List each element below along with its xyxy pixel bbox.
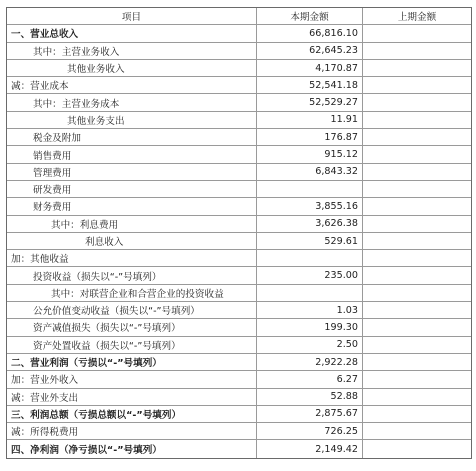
row-label: 加：营业外收入	[7, 371, 257, 387]
row-previous-amount	[363, 371, 471, 387]
row-previous-amount	[363, 285, 471, 301]
row-current-amount	[257, 181, 363, 197]
row-current-amount	[257, 285, 363, 301]
row-previous-amount	[363, 267, 471, 283]
row-previous-amount	[363, 164, 471, 180]
row-current-amount: 62,645.23	[257, 43, 363, 59]
table-row	[7, 354, 471, 371]
row-label: 研发费用	[7, 181, 257, 197]
row-previous-amount	[363, 77, 471, 93]
row-previous-amount	[363, 302, 471, 318]
row-label: 减：营业成本	[7, 77, 257, 93]
row-current-amount: 2.50	[257, 337, 363, 353]
row-current-amount: 3,855.16	[257, 198, 363, 214]
row-previous-amount	[363, 337, 471, 353]
row-label: 三、利润总额（亏损总额以“-”号填列）	[7, 406, 257, 422]
row-current-amount: 199.30	[257, 319, 363, 335]
table-row	[7, 164, 471, 181]
row-label: 二、营业利润（亏损以“-”号填列）	[7, 354, 257, 370]
table-row	[7, 302, 471, 319]
header-previous-period: 上期金额	[397, 12, 437, 24]
row-previous-amount	[363, 25, 471, 41]
table-row	[7, 319, 471, 336]
row-label: 加：其他收益	[7, 250, 257, 266]
row-current-amount: 52,541.18	[257, 77, 363, 93]
row-label: 资产减值损失（损失以“-”号填列）	[7, 319, 257, 335]
table-row	[7, 250, 471, 267]
row-current-amount: 52,529.27	[257, 94, 363, 110]
row-label: 减：所得税费用	[7, 423, 257, 439]
row-current-amount: 915.12	[257, 146, 363, 162]
row-label: 其他业务支出	[7, 112, 257, 128]
row-previous-amount	[363, 216, 471, 232]
row-previous-amount	[363, 440, 471, 457]
row-current-amount: 66,816.10	[257, 25, 363, 41]
table-row	[7, 371, 471, 388]
row-current-amount	[257, 250, 363, 266]
row-current-amount: 4,170.87	[257, 60, 363, 76]
table-row	[7, 94, 471, 111]
row-previous-amount	[363, 146, 471, 162]
table-row	[7, 423, 471, 440]
row-label: 其中：主营业务成本	[7, 94, 257, 110]
row-previous-amount	[363, 43, 471, 59]
table-row	[7, 43, 471, 60]
row-previous-amount	[363, 319, 471, 335]
row-label: 其中：对联营企业和合营企业的投资收益	[7, 285, 257, 301]
table-row	[7, 440, 471, 457]
row-current-amount: 1.03	[257, 302, 363, 318]
table-row	[7, 181, 471, 198]
table-row	[7, 233, 471, 250]
row-current-amount: 235.00	[257, 267, 363, 283]
table-row	[7, 198, 471, 215]
row-label: 财务费用	[7, 198, 257, 214]
table-row	[7, 406, 471, 423]
header-item: 项目	[7, 8, 257, 24]
row-current-amount: 6.27	[257, 371, 363, 387]
row-current-amount: 11.91	[257, 112, 363, 128]
row-previous-amount	[363, 198, 471, 214]
row-label: 投资收益（损失以“-”号填列）	[7, 267, 257, 283]
row-previous-amount	[363, 129, 471, 145]
row-label: 一、营业总收入	[7, 25, 257, 41]
table-body	[7, 25, 471, 457]
row-current-amount: 2,922.28	[257, 354, 363, 370]
row-previous-amount	[363, 233, 471, 249]
row-current-amount: 726.25	[257, 423, 363, 439]
income-statement-table	[6, 7, 472, 459]
table-row	[7, 129, 471, 146]
row-previous-amount	[363, 389, 471, 405]
table-row	[7, 389, 471, 406]
row-label: 资产处置收益（损失以“-”号填列）	[7, 337, 257, 353]
row-previous-amount	[363, 423, 471, 439]
row-label: 其中：利息费用	[7, 216, 257, 232]
row-previous-amount	[363, 112, 471, 128]
row-current-amount: 6,843.32	[257, 164, 363, 180]
row-label: 利息收入	[7, 233, 257, 249]
row-current-amount: 2,149.42	[257, 440, 363, 457]
row-current-amount: 176.87	[257, 129, 363, 145]
row-label: 四、净利润（净亏损以“-”号填列）	[7, 440, 257, 457]
row-previous-amount	[363, 250, 471, 266]
table-row	[7, 25, 471, 42]
row-current-amount: 529.61	[257, 233, 363, 249]
table-row	[7, 60, 471, 77]
header-current-period: 本期金额	[257, 8, 363, 24]
row-label: 其中：主营业务收入	[7, 43, 257, 59]
row-current-amount: 52.88	[257, 389, 363, 405]
table-row	[7, 112, 471, 129]
table-row	[7, 77, 471, 94]
row-previous-amount	[363, 406, 471, 422]
row-previous-amount	[363, 60, 471, 76]
row-previous-amount	[363, 94, 471, 110]
table-row	[7, 267, 471, 284]
table-row	[7, 285, 471, 302]
row-current-amount: 3,626.38	[257, 216, 363, 232]
row-label: 减：营业外支出	[7, 389, 257, 405]
row-label: 其他业务收入	[7, 60, 257, 76]
row-label: 税金及附加	[7, 129, 257, 145]
row-label: 销售费用	[7, 146, 257, 162]
row-label: 公允价值变动收益（损失以“-”号填列）	[7, 302, 257, 318]
table-row	[7, 337, 471, 354]
table-row	[7, 146, 471, 163]
row-current-amount: 2,875.67	[257, 406, 363, 422]
table-row	[7, 216, 471, 233]
row-previous-amount	[363, 354, 471, 370]
row-previous-amount	[363, 181, 471, 197]
row-label: 管理费用	[7, 164, 257, 180]
table-header-row	[7, 8, 471, 25]
